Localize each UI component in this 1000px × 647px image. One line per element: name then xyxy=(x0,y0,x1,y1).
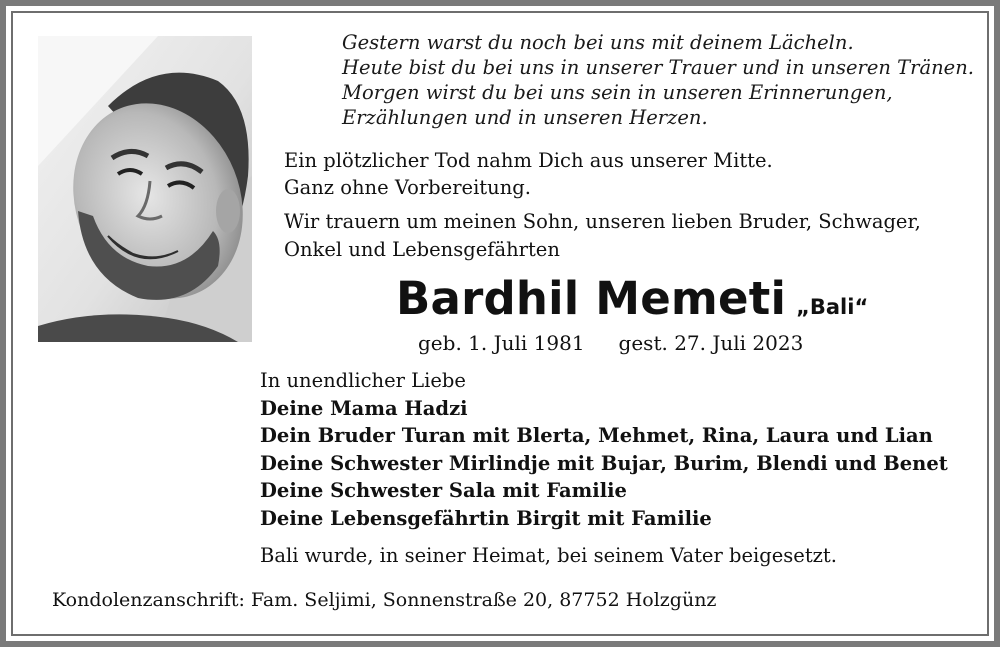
family-member: Deine Schwester Sala mit Familie xyxy=(260,479,627,503)
family-member: Deine Schwester Mirlindje mit Bujar, Burim, Blendi und Benet xyxy=(260,451,948,475)
mourning-line: Onkel und Lebensgefährten xyxy=(284,238,560,261)
death-date: gest. 27. Juli 2023 xyxy=(618,331,804,355)
poem-line: Erzählungen und in unseren Herzen. xyxy=(342,106,708,129)
condolence-address: Kondolenzanschrift: Fam. Seljimi, Sonnenstraße 20, 87752 Holzgünz xyxy=(52,589,717,611)
portrait-photo xyxy=(38,36,252,342)
poem-line: Gestern warst du noch bei uns mit deinem Lächeln. xyxy=(342,31,854,54)
life-dates xyxy=(418,331,803,355)
birth-date: geb. 1. Juli 1981 xyxy=(418,331,585,355)
deceased-name: Bardhil Memeti xyxy=(396,272,787,325)
poem-line: Heute bist du bei uns in unserer Trauer und in unseren Tränen. xyxy=(342,56,974,79)
memorial-poem xyxy=(342,30,974,130)
intro-line: Ein plötzlicher Tod nahm Dich aus unserer Mitte. xyxy=(284,149,773,172)
poem-line: Morgen wirst du bei uns sein in unseren Erinnerungen, xyxy=(342,81,893,104)
family-member: Deine Mama Hadzi xyxy=(260,396,468,420)
mourning-line: Wir trauern um meinen Sohn, unseren lieben Bruder, Schwager, xyxy=(284,210,921,233)
burial-note: Bali wurde, in seiner Heimat, bei seinem Vater beigesetzt. xyxy=(260,544,837,567)
family-member: Deine Lebensgefährtin Birgit mit Familie xyxy=(260,506,712,530)
family-intro: In unendlicher Liebe xyxy=(260,369,466,392)
family-list xyxy=(260,367,948,533)
deceased-nickname: „Bali“ xyxy=(796,295,869,319)
intro-text xyxy=(284,147,773,201)
portrait-illustration xyxy=(38,36,252,342)
mourning-text xyxy=(284,208,921,264)
intro-line: Ganz ohne Vorbereitung. xyxy=(284,176,531,199)
deceased-name-line xyxy=(396,272,868,325)
family-member: Dein Bruder Turan mit Blerta, Mehmet, Rina, Laura und Lian xyxy=(260,424,933,448)
